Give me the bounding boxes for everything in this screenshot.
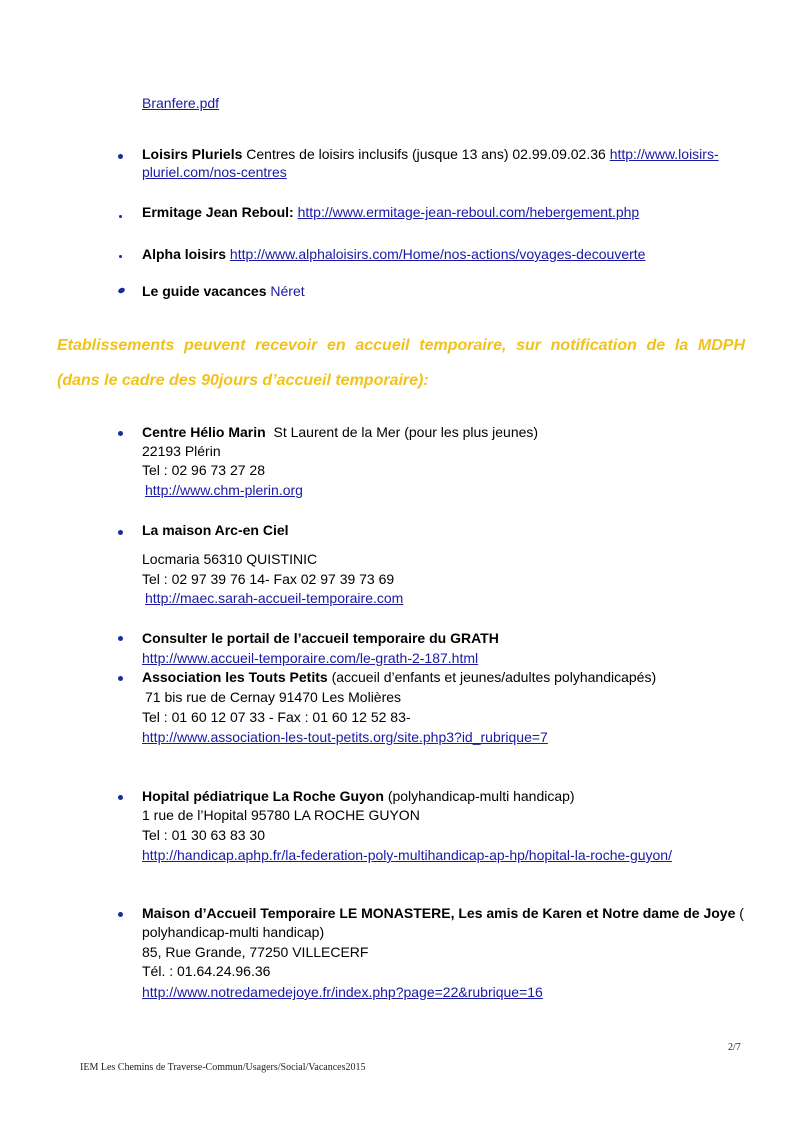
section-heading-line1: Etablissements peuvent recevoir en accueil temporaire, sur notification de la MDPH [57, 337, 745, 354]
loisirs-link[interactable]: http://www.loisirs- [609, 146, 719, 162]
guide-name: Le guide vacances [142, 283, 267, 299]
list-item-roche [142, 787, 575, 806]
helio-city: 22193 Plérin [142, 443, 221, 459]
arc-name: La maison Arc-en Ciel [142, 522, 289, 538]
touts-link[interactable]: http://www.association-les-tout-petits.org/site.php3?id_rubrique=7 [142, 729, 548, 745]
monastere-name: Maison d’Accueil Temporaire LE MONASTERE, Les amis de Karen et Notre dame de Joye [142, 905, 736, 921]
grath-link[interactable]: http://www.accueil-temporaire.com/le-grath-2-187.html [142, 650, 479, 666]
loisirs-name: Loisirs Pluriels [142, 146, 243, 162]
list-item-arc [142, 521, 289, 540]
list-item-ermitage [142, 203, 639, 222]
page-number: 2/7 [728, 1042, 741, 1053]
monastere-link[interactable]: http://www.notredamedejoye.fr/index.php?page=22&rubrique=16 [142, 984, 543, 1000]
list-item-helio [142, 423, 538, 442]
guide-neret: Néret [270, 283, 305, 299]
bullet-icon [118, 154, 123, 159]
ermitage-name: Ermitage Jean Reboul: [142, 204, 294, 220]
bullet-icon [117, 287, 125, 294]
list-item-touts [142, 668, 656, 687]
list-item-guide [142, 282, 305, 301]
touts-desc: (accueil d’enfants et jeunes/adultes polyhandicapés) [331, 669, 657, 685]
bullet-icon [118, 795, 123, 800]
list-item-grath [142, 629, 499, 648]
arc-link[interactable]: http://maec.sarah-accueil-temporaire.com [145, 590, 404, 606]
loisirs-desc: Centres de loisirs inclusifs (jusque 13 ans) 02.99.09.02.36 [246, 146, 606, 162]
roche-name: Hopital pédiatrique La Roche Guyon [142, 788, 384, 804]
helio-link[interactable]: http://www.chm-plerin.org [145, 482, 303, 498]
ermitage-link[interactable]: http://www.ermitage-jean-reboul.com/hebergement.php [297, 204, 640, 220]
loisirs-link-continued[interactable]: pluriel.com/nos-centres [142, 164, 287, 180]
roche-desc: (polyhandicap-multi handicap) [387, 788, 575, 804]
roche-tel: Tel : 01 30 63 83 30 [142, 827, 265, 843]
helio-name: Centre Hélio Marin [142, 424, 266, 440]
monastere-desc-open: ( [739, 905, 744, 921]
monastere-address: 85, Rue Grande, 77250 VILLECERF [142, 944, 369, 960]
arc-address: Locmaria 56310 QUISTINIC [142, 551, 318, 567]
helio-desc: St Laurent de la Mer (pour les plus jeunes) [273, 424, 539, 440]
arc-tel: Tel : 02 97 39 76 14- Fax 02 97 39 73 69 [142, 571, 395, 587]
roche-link[interactable]: http://handicap.aphp.fr/la-federation-poly-multihandicap-ap-hp/hopital-la-roche-guyon/ [142, 847, 672, 863]
monastere-desc: polyhandicap-multi handicap) [142, 924, 325, 940]
bullet-icon [118, 636, 123, 641]
touts-tel: Tel : 01 60 12 07 33 - Fax : 01 60 12 52 83- [142, 709, 411, 725]
list-item-alpha [142, 245, 645, 264]
bullet-icon [118, 912, 123, 917]
footer-path: IEM Les Chemins de Traverse-Commun/Usagers/Social/Vacances2015 [80, 1062, 366, 1073]
touts-name: Association les Touts Petits [142, 669, 328, 685]
alpha-link[interactable]: http://www.alphaloisirs.com/Home/nos-actions/voyages-decouverte [229, 246, 646, 262]
roche-address: 1 rue de l’Hopital 95780 LA ROCHE GUYON [142, 807, 420, 823]
bullet-icon [118, 431, 123, 436]
bullet-icon [118, 530, 123, 535]
monastere-tel: Tél. : 01.64.24.96.36 [142, 963, 271, 979]
grath-name: Consulter le portail de l’accueil temporaire du GRATH [142, 630, 499, 646]
list-item-loisirs [142, 145, 719, 164]
section-heading-line2: (dans le cadre des 90jours d’accueil temporaire): [57, 372, 429, 389]
helio-tel: Tel : 02 96 73 27 28 [142, 462, 265, 478]
list-item-monastere [142, 904, 744, 923]
alpha-name: Alpha loisirs [142, 246, 227, 262]
bullet-icon [119, 215, 122, 218]
branfere-link[interactable]: Branfere.pdf [142, 95, 220, 111]
touts-address: 71 bis rue de Cernay 91470 Les Molières [145, 689, 402, 705]
bullet-icon [118, 676, 123, 681]
bullet-icon [119, 255, 122, 258]
